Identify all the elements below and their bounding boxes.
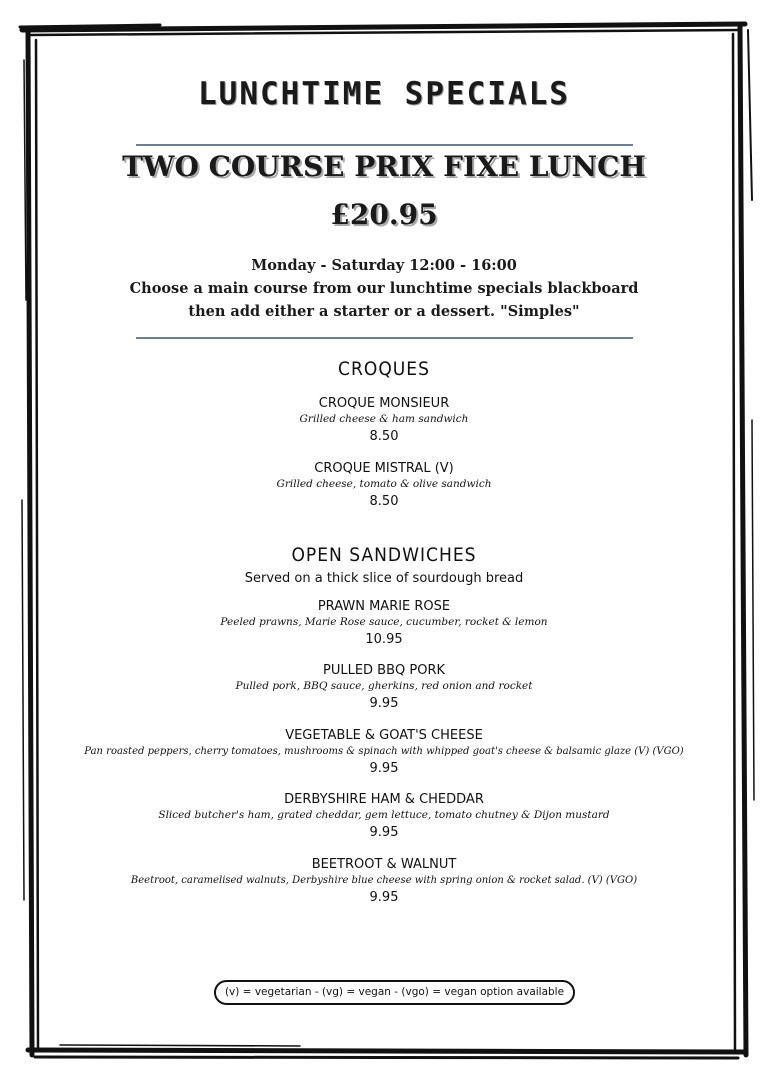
menu-item [40, 598, 728, 650]
menu-item [40, 395, 728, 447]
divider-bottom [136, 337, 633, 339]
menu-item [40, 856, 728, 908]
menu-item [40, 791, 728, 843]
intro-line: then add either a starter or a dessert. "Simples" [188, 303, 580, 320]
item-price: 8.50 [369, 494, 399, 509]
item-price: 9.95 [369, 761, 399, 776]
section-title-croques: CROQUES [338, 358, 430, 380]
menu-item [40, 460, 728, 512]
section-title-open-sandwiches: OPEN SANDWICHES [291, 544, 477, 566]
menu-item [40, 727, 728, 779]
item-description: Grilled cheese, tomato & olive sandwich [276, 478, 492, 490]
item-name: CROQUE MONSIEUR [318, 396, 450, 411]
item-description: Peeled prawns, Marie Rose sauce, cucumber, rocket & lemon [220, 616, 548, 628]
item-name: CROQUE MISTRAL (V) [314, 461, 454, 476]
dietary-key: (v) = vegetarian - (vg) = vegan - (vgo) = vegan option available [214, 980, 575, 1005]
divider-top [136, 144, 633, 146]
item-name: DERBYSHIRE HAM & CHEDDAR [284, 792, 484, 807]
item-description: Beetroot, caramelised walnuts, Derbyshire blue cheese with spring onion & rocket salad. (V) (VGO) [130, 875, 638, 886]
intro-line: Choose a main course from our lunchtime specials blackboard [129, 280, 639, 297]
item-name: PRAWN MARIE ROSE [317, 599, 451, 614]
item-description: Pulled pork, BBQ sauce, gherkins, red onion and rocket [235, 680, 533, 692]
menu-item [40, 662, 728, 714]
offer-price: £20.95 [330, 198, 438, 231]
item-description: Grilled cheese & ham sandwich [299, 413, 469, 425]
item-description: Sliced butcher's ham, grated cheddar, gem lettuce, tomato chutney & Dijon mustard [158, 809, 610, 821]
item-price: 9.95 [369, 696, 399, 711]
item-price: 8.50 [369, 429, 399, 444]
page-title: LUNCHTIME SPECIALS [198, 76, 570, 112]
intro-line: Monday - Saturday 12:00 - 16:00 [251, 257, 517, 274]
item-price: 9.95 [369, 825, 399, 840]
item-price: 9.95 [369, 890, 399, 905]
item-name: BEETROOT & WALNUT [311, 857, 457, 872]
item-description: Pan roasted peppers, cherry tomatoes, mushrooms & spinach with whipped goat's cheese & balsamic glaze (V) (VGO) [84, 746, 684, 757]
item-name: VEGETABLE & GOAT'S CHEESE [285, 728, 483, 743]
item-name: PULLED BBQ PORK [322, 663, 446, 678]
section-subtitle: Served on a thick slice of sourdough bread [244, 571, 524, 586]
offer-title: TWO COURSE PRIX FIXE LUNCH [122, 150, 646, 183]
item-price: 10.95 [365, 632, 403, 647]
